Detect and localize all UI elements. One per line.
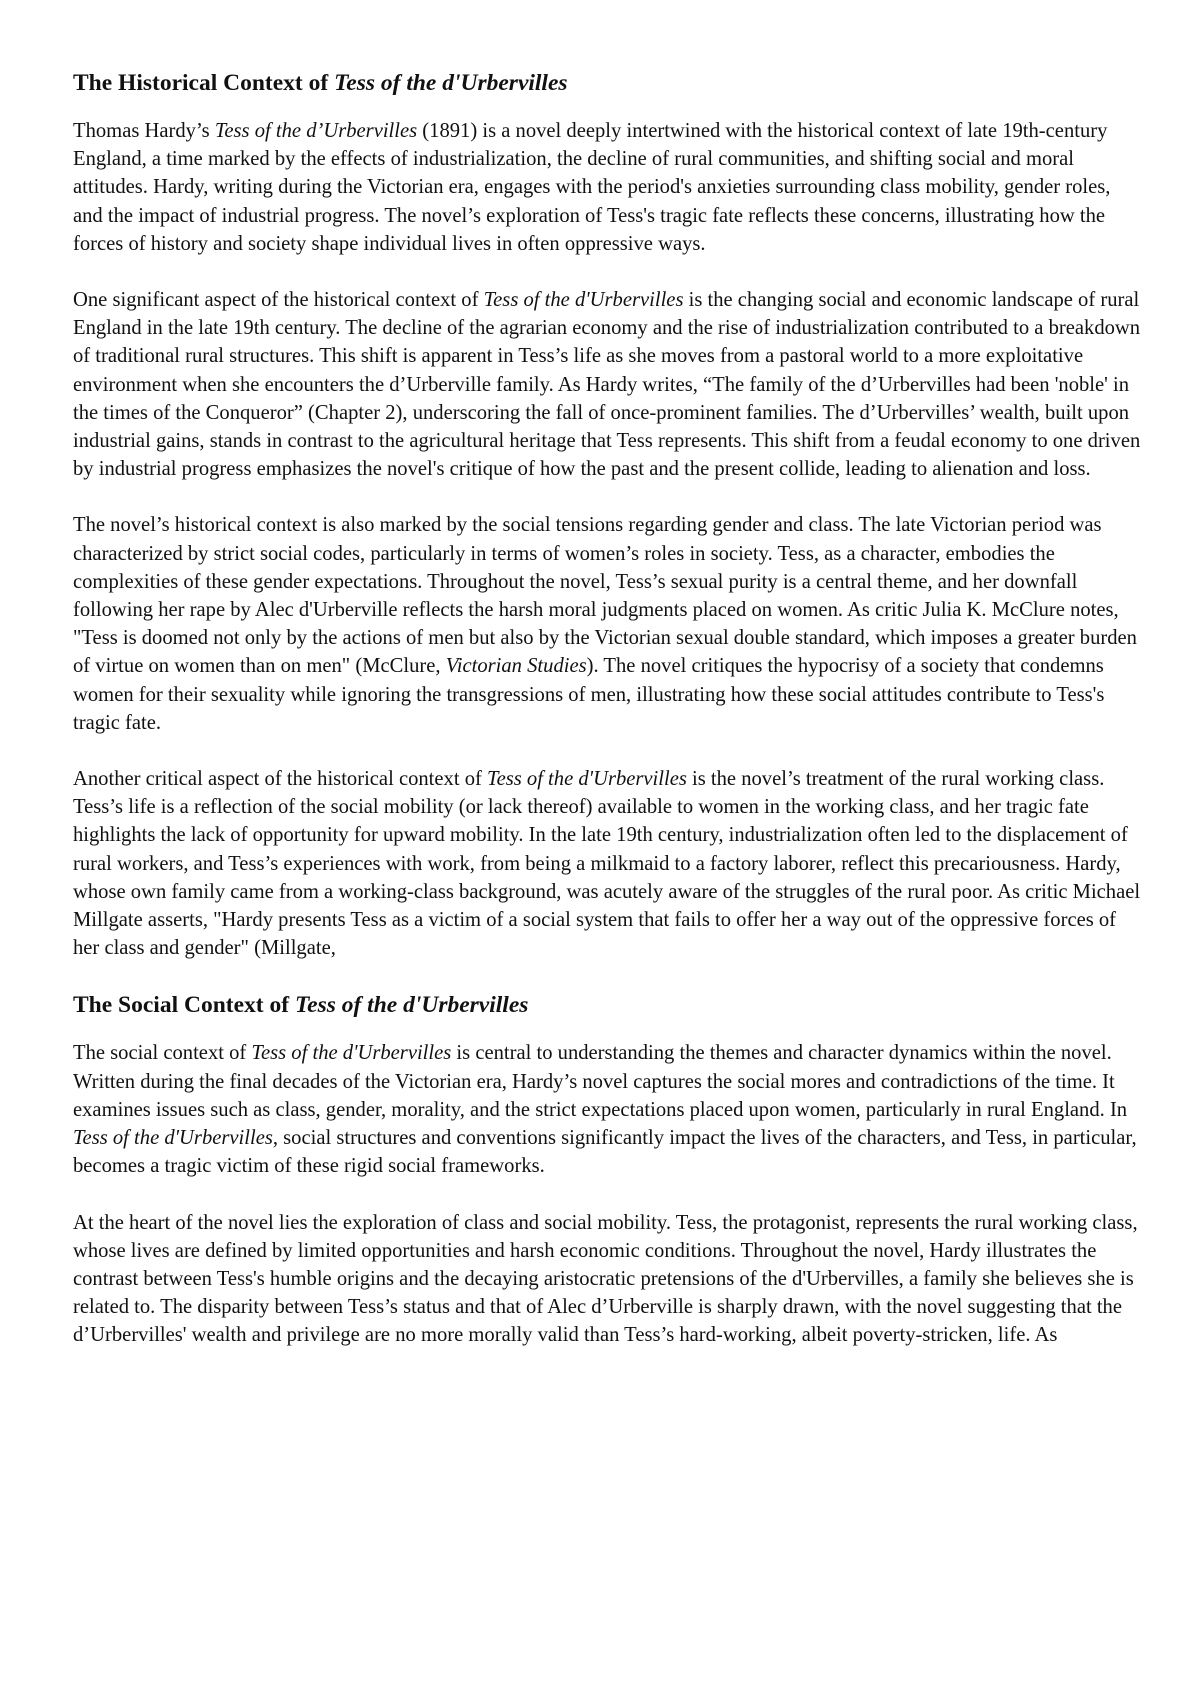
text-segment: is the novel’s treatment of the rural working class. Tess’s life is a reflection of the social mobility (or lack thereof) available to women in the working class, and her tragic fate highlights the lack of opportunity for upward mobility. In the late 19th century, industrialization often led to the displacement of rural workers, and Tess’s experiences with work, from being a milkmaid to a factory laborer, reflect this precariousness. Hardy, whose own family came from a working-class background, was acutely aware of the struggles of the rural poor. As critic Michael Millgate asserts, "Hardy presents Tess as a victim of a social system that fails to offer her a way out of the oppressive forces of her class and gender" (Millgate, xyxy=(73,768,1141,960)
text-segment: Another critical aspect of the historical context of xyxy=(73,768,488,791)
heading-prefix: The Social Context of xyxy=(73,992,295,1019)
text-segment: is the changing social and economic landscape of rural England in the late 19th century. The decline of the agrarian economy and the rise of industrialization contributed to a breakdown of traditional rural structures. This shift is apparent in Tess’s life as she moves from a pastoral world to a more exploitative environment when she encounters the d’Urberville family. As Hardy writes, “The family of the d’Urbervilles had been 'noble' in the times of the Conqueror” (Chapter 2), underscoring the fall of once-prominent families. The d’Urbervilles’ wealth, built upon industrial gains, stands in contrast to the agricultural heritage that Tess represents. This shift from a feudal economy to one driven by industrial progress emphasizes the novel's critique of how the past and the present collide, leading to alienation and loss. xyxy=(73,289,1141,481)
paragraph xyxy=(73,117,1143,258)
text-segment: The social context of xyxy=(73,1042,252,1065)
document-page xyxy=(73,68,1143,1378)
section-heading-historical xyxy=(73,68,1143,98)
paragraph xyxy=(73,1039,1143,1180)
paragraph xyxy=(73,1209,1143,1350)
text-segment: At the heart of the novel lies the exploration of class and social mobility. Tess, the protagonist, represents the rural working class, whose lives are defined by limited opportunities and harsh economic conditions. Throughout the novel, Hardy illustrates the contrast between Tess's humble origins and the decaying aristocratic pretensions of the d'Urbervilles, a family she believes she is related to. The disparity between Tess’s status and that of Alec d’Urberville is sharply drawn, with the novel suggesting that the d’Urbervilles' wealth and privilege are no more morally valid than Tess’s hard-working, albeit poverty-stricken, life. As xyxy=(73,1211,1138,1347)
italic-text-segment: Tess of the d’Urbervilles xyxy=(214,120,418,142)
text-segment: One significant aspect of the historical context of xyxy=(73,289,484,312)
text-segment: , social structures and conventions significantly impact the lives of the characters, and Tess, in particular, becomes a tragic victim of these rigid social frameworks. xyxy=(73,1127,1137,1178)
italic-text-segment: Tess of the d'Urbervilles xyxy=(251,1042,452,1065)
italic-text-segment: Tess of the d'Urbervilles xyxy=(483,289,684,312)
text-segment: Thomas Hardy’s xyxy=(73,120,215,142)
italic-text-segment: Tess of the d'Urbervilles xyxy=(487,768,687,791)
paragraph xyxy=(73,765,1143,962)
heading-title: Tess of the d'Urbervilles xyxy=(334,70,568,96)
text-segment: ). The novel critiques the hypocrisy of a society that condemns women for their sexuality while ignoring the transgressions of men, illustrating how these social attitudes contribute to Tess's tragic fate. xyxy=(73,655,1105,734)
italic-text-segment: Tess of the d'Urbervilles xyxy=(73,1127,273,1150)
text-segment: is central to understanding the themes and character dynamics within the novel. Written during the final decades of the Victorian era, Hardy’s novel captures the social mores and contradictions of the time. It examines issues such as class, gender, morality, and the strict expectations placed upon women, particularly in rural England. In xyxy=(73,1042,1128,1121)
section-heading-social xyxy=(73,990,1143,1020)
paragraph xyxy=(73,511,1143,737)
heading-title: Tess of the d'Urbervilles xyxy=(294,992,529,1019)
italic-text-segment: Victorian Studies xyxy=(445,655,587,678)
text-segment: (1891) is a novel deeply intertwined with the historical context of late 19th-century England, a time marked by the effects of industrialization, the decline of rural communities, and shifting social and moral attitudes. Hardy, writing during the Victorian era, engages with the period's anxieties surrounding class mobility, gender roles, and the impact of industrial progress. The novel’s exploration of Tess's tragic fate reflects these concerns, illustrating how the forces of history and society shape individual lives in often oppressive ways. xyxy=(73,120,1111,255)
heading-prefix: The Historical Context of xyxy=(73,70,335,96)
text-segment: The novel’s historical context is also marked by the social tensions regarding gender and class. The late Victorian period was characterized by strict social codes, particularly in terms of women’s roles in society. Tess, as a character, embodies the complexities of these gender expectations. Throughout the novel, Tess’s sexual purity is a central theme, and her downfall following her rape by Alec d'Urberville reflects the harsh moral judgments placed on women. As critic Julia K. McClure notes, "Tess is doomed not only by the actions of men but also by the Victorian sexual double standard, which imposes a greater burden of virtue on women than on men" (McClure, xyxy=(73,514,1137,678)
paragraph xyxy=(73,286,1143,483)
